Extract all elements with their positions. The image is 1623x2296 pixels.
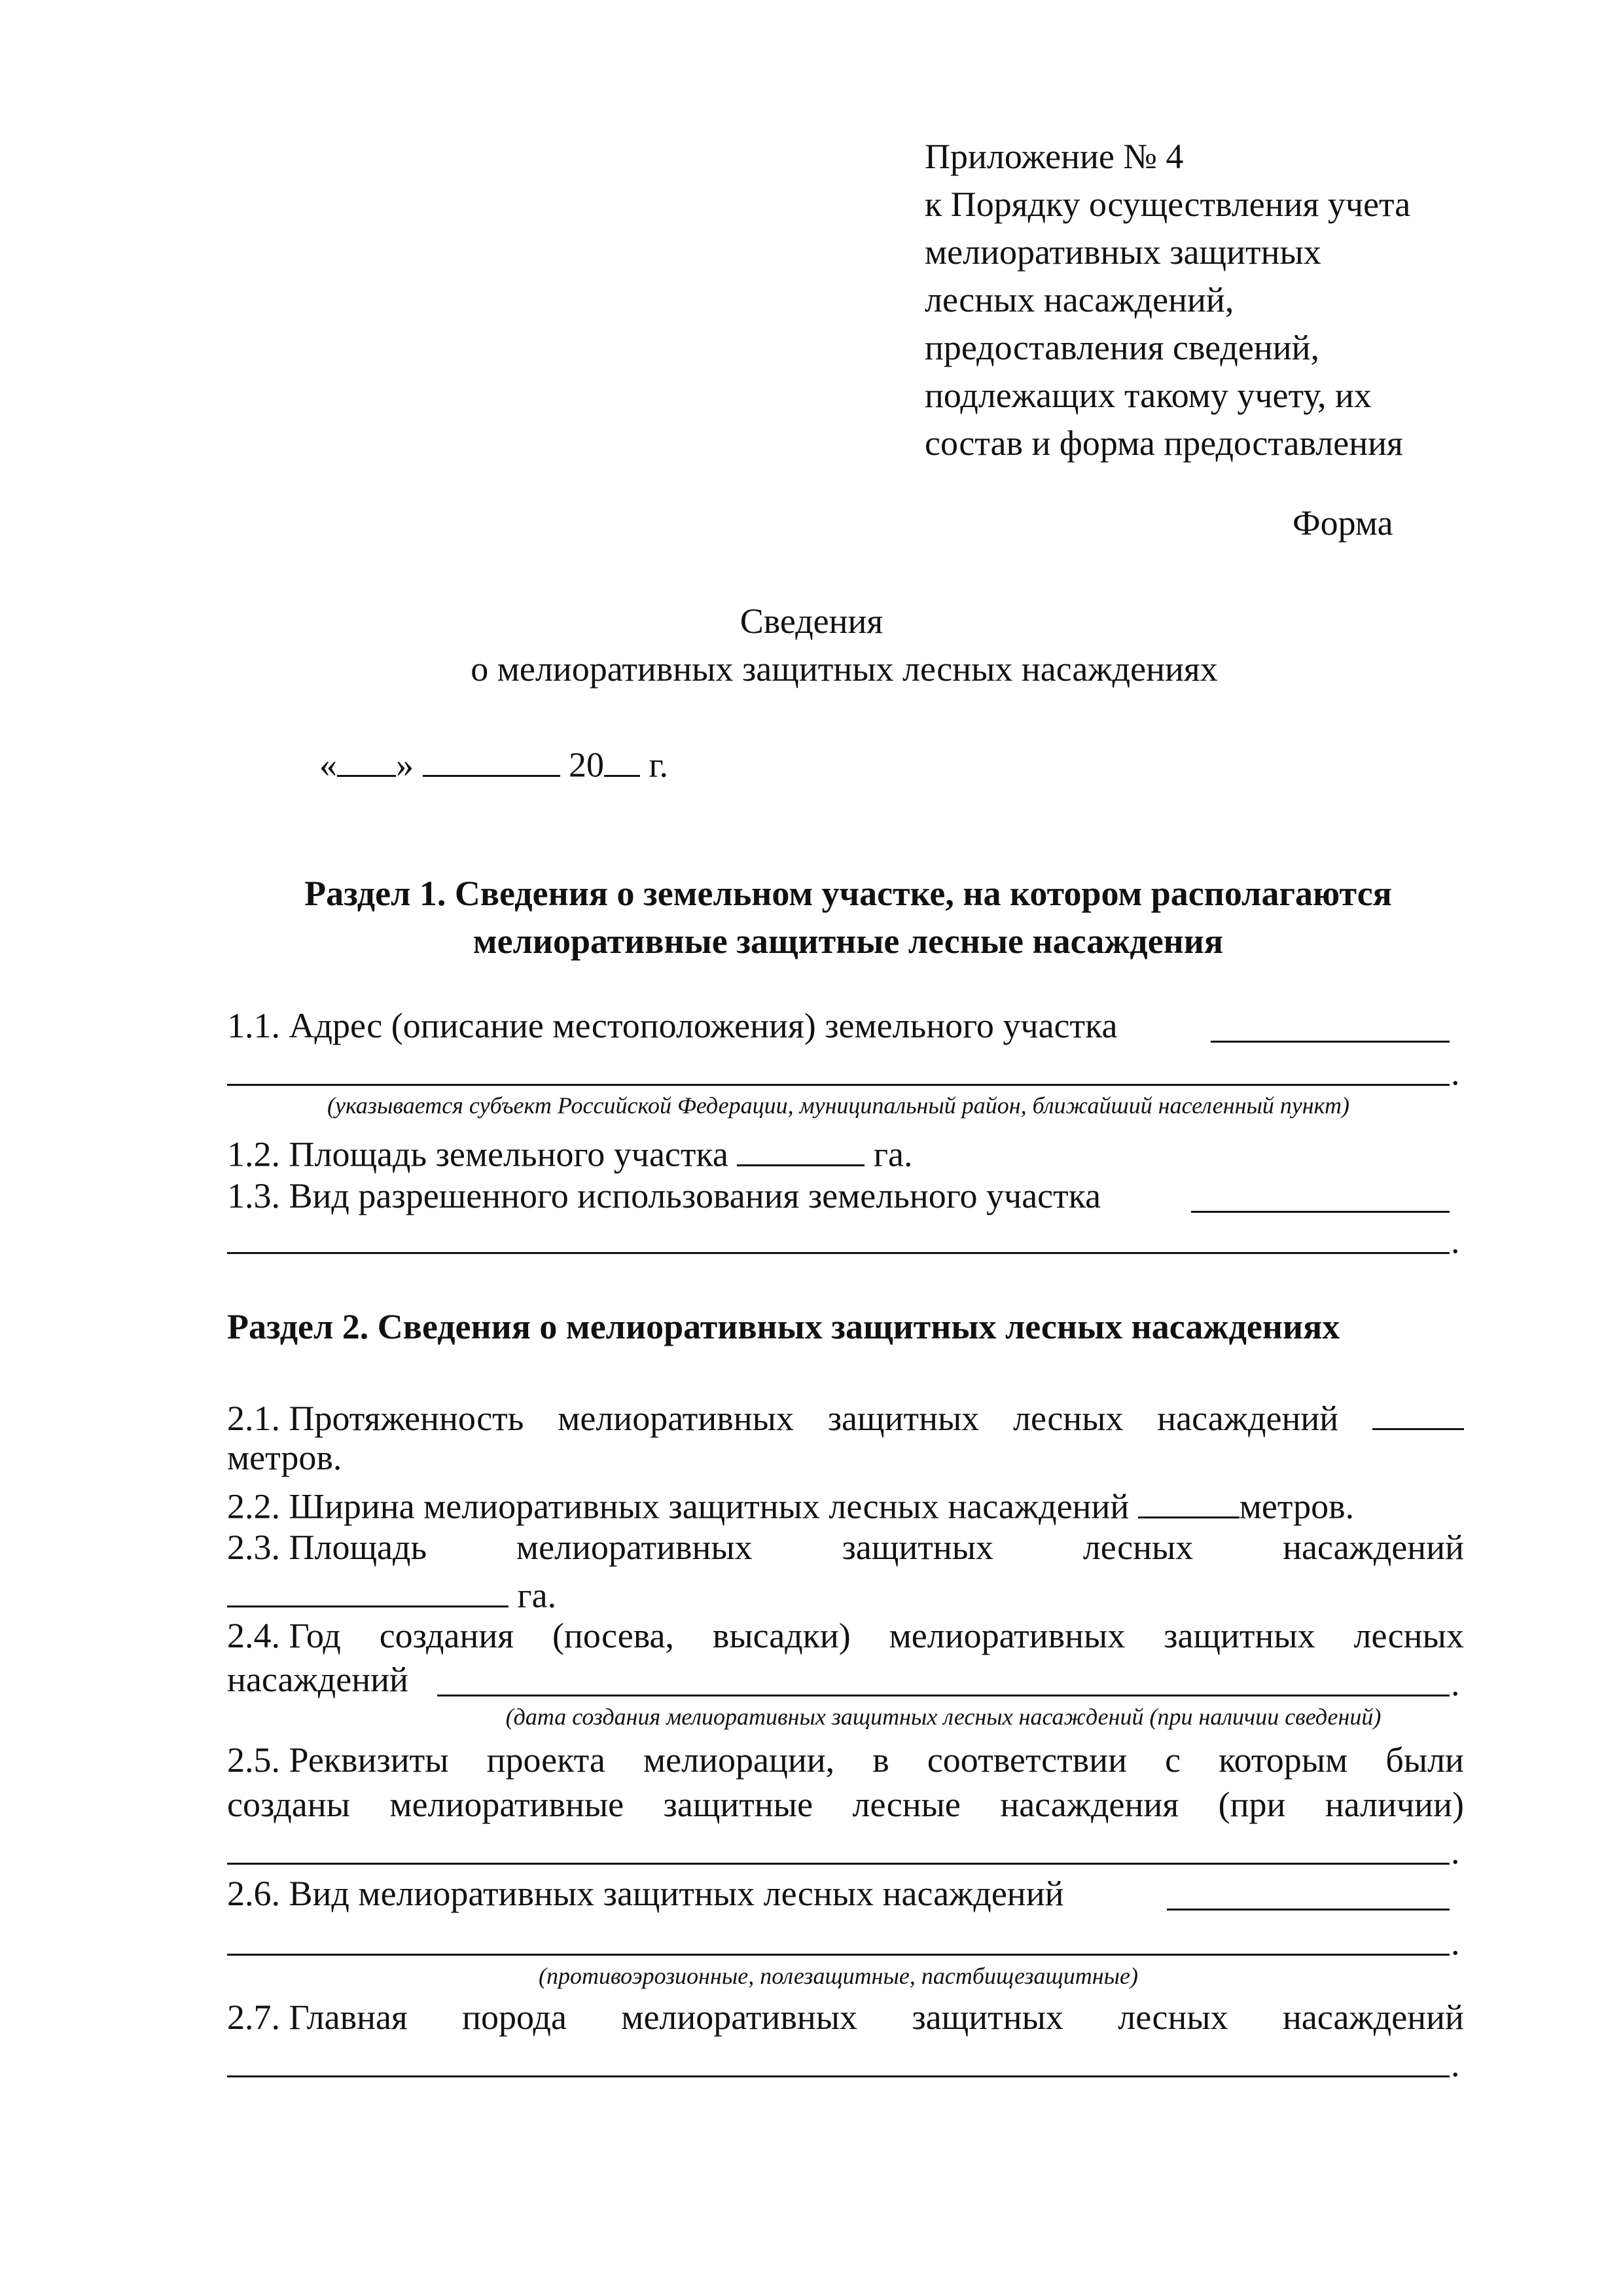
item-2-4-word-2: создания	[379, 1616, 514, 1655]
item-2-1-word-5: насаждений	[1157, 1398, 1339, 1438]
year-suffix: г.	[649, 745, 669, 785]
item-2-7-word-3: мелиоративных	[621, 1998, 857, 2037]
section-1-heading-line-2: мелиоративные защитные лесные насаждения	[473, 922, 1224, 961]
item-2-3-line	[227, 1530, 1464, 1565]
item-1-3-field[interactable]	[1191, 1211, 1450, 1213]
item-2-1-word-4: лесных	[1013, 1398, 1124, 1438]
date-line	[319, 743, 668, 783]
item-2-7-field[interactable]	[227, 2075, 1450, 2077]
item-2-1-line	[227, 1396, 1464, 1436]
item-2-1-field[interactable]	[1372, 1396, 1464, 1430]
item-2-4-word-7: лесных	[1353, 1616, 1464, 1655]
item-2-5-word-9: созданы	[227, 1785, 350, 1824]
item-2-4-field[interactable]	[437, 1695, 1450, 1696]
item-2-2-field[interactable]	[1138, 1484, 1240, 1518]
item-1-3-field-cont[interactable]	[227, 1252, 1450, 1254]
item-2-4-word-5: мелиоративных	[889, 1616, 1126, 1655]
item-2-5-word-13: насаждения	[1000, 1785, 1179, 1824]
item-2-4-period: .	[1451, 1664, 1460, 1703]
section-2-heading: Раздел 2. Сведения о мелиоративных защитных лесных насаждениях	[227, 1307, 1340, 1346]
item-1-1-field-cont[interactable]	[227, 1084, 1450, 1086]
item-2-3-unit: га.	[517, 1575, 557, 1615]
item-2-3-word-2: мелиоративных	[516, 1528, 753, 1567]
year-field[interactable]	[604, 743, 640, 777]
item-2-4-word-3: (посева,	[552, 1616, 675, 1655]
item-1-2-unit: га.	[873, 1134, 913, 1174]
item-2-4-word-6: защитных	[1164, 1616, 1315, 1655]
item-2-2-unit: метров.	[1239, 1486, 1355, 1526]
section-1-heading-line-1: Раздел 1. Сведения о земельном участке, на котором располагаются	[304, 874, 1392, 913]
item-2-6-hint: (противоэрозионные, полезащитные, пастбищезащитные)	[539, 1963, 1138, 1989]
item-2-5-word-1: 2.5. Реквизиты	[227, 1740, 449, 1780]
item-2-7-period: .	[1451, 2045, 1460, 2084]
item-2-5-word-15: наличии)	[1325, 1785, 1464, 1824]
item-2-5-word-3: мелиорации,	[643, 1740, 835, 1780]
month-field[interactable]	[423, 743, 560, 777]
item-2-5-line-2	[227, 1787, 1464, 1822]
item-2-4-word-1: 2.4. Год	[227, 1616, 341, 1655]
item-2-1-word-3: защитных	[827, 1398, 980, 1438]
annex-line-3: мелиоративных защитных	[925, 232, 1321, 272]
item-2-5-word-12: лесные	[852, 1785, 961, 1824]
item-1-1-period: .	[1451, 1053, 1460, 1092]
item-2-7-word-1: 2.7. Главная	[227, 1998, 408, 2037]
item-2-1-word-1: 2.1. Протяженность	[227, 1398, 524, 1438]
day-field[interactable]	[337, 743, 396, 777]
annex-line-7: состав и форма предоставления	[925, 423, 1403, 463]
form-label: Форма	[1293, 503, 1393, 543]
item-2-6-field[interactable]	[1167, 1909, 1450, 1910]
item-2-6-period: .	[1451, 1923, 1460, 1962]
annex-line-4: лесных насаждений,	[925, 280, 1234, 319]
annex-line-2: к Порядку осуществления учета	[925, 185, 1411, 224]
annex-line-1: Приложение № 4	[925, 137, 1184, 176]
title-line-1: Сведения	[740, 601, 883, 641]
item-2-7-word-4: защитных	[912, 1998, 1063, 2037]
item-2-3-word-3: защитных	[842, 1528, 994, 1567]
item-1-2-label: 1.2. Площадь земельного участка	[227, 1134, 728, 1174]
item-1-2	[227, 1132, 913, 1172]
item-2-5-word-5: соответствии	[927, 1740, 1127, 1780]
item-2-6-label: 2.6. Вид мелиоративных защитных лесных насаждений	[227, 1874, 1064, 1913]
item-2-5-word-2: проекта	[486, 1740, 605, 1780]
item-2-2	[227, 1484, 1354, 1524]
item-2-1-word-2: мелиоративных	[558, 1398, 794, 1438]
item-2-5-word-7: которым	[1219, 1740, 1348, 1780]
item-1-2-field[interactable]	[737, 1132, 865, 1166]
item-2-7-line	[227, 2000, 1464, 2035]
item-2-5-field[interactable]	[227, 1863, 1450, 1865]
item-1-1-field[interactable]	[1211, 1041, 1450, 1043]
item-2-7-word-5: лесных	[1118, 1998, 1228, 2037]
date-close-quote: »	[396, 745, 414, 785]
item-2-3-word-5: насаждений	[1283, 1528, 1464, 1567]
item-2-4-line	[227, 1618, 1464, 1653]
title-line-2: о мелиоративных защитных лесных насаждениях	[471, 649, 1218, 689]
item-2-3-word-4: лесных	[1082, 1528, 1194, 1567]
item-2-4-word-4: высадки)	[712, 1616, 851, 1655]
item-2-3-word-1: 2.3. Площадь	[227, 1528, 427, 1567]
item-1-3-label: 1.3. Вид разрешенного использования земельного участка	[227, 1176, 1101, 1215]
item-2-2-label: 2.2. Ширина мелиоративных защитных лесных насаждений	[227, 1486, 1130, 1526]
annex-line-6: подлежащих такому учету, их	[925, 376, 1372, 415]
item-2-6-field-cont[interactable]	[227, 1954, 1450, 1956]
item-2-4-cont: насаждений	[227, 1660, 408, 1699]
item-1-1-hint: (указывается субъект Российской Федерации, муниципальный район, ближайший населенный пункт)	[327, 1092, 1350, 1119]
item-2-5-word-10: мелиоративные	[389, 1785, 624, 1824]
item-2-4-hint: (дата создания мелиоративных защитных лесных насаждений (при наличии сведений)	[505, 1704, 1382, 1730]
item-2-5-word-14: (при	[1218, 1785, 1286, 1824]
item-1-1-label: 1.1. Адрес (описание местоположения) земельного участка	[227, 1006, 1118, 1045]
item-2-3-field[interactable]	[227, 1573, 508, 1607]
item-1-3-period: .	[1451, 1221, 1460, 1261]
date-open-quote: «	[319, 745, 337, 785]
item-2-3-cont	[227, 1573, 556, 1613]
annex-line-5: предоставления сведений,	[925, 328, 1320, 367]
item-2-1-unit: метров.	[227, 1438, 342, 1477]
item-2-5-word-6: с	[1165, 1740, 1181, 1780]
item-2-5-line-1	[227, 1742, 1464, 1778]
year-prefix: 20	[569, 745, 604, 785]
item-2-5-word-8: были	[1385, 1740, 1464, 1780]
item-2-7-word-6: насаждений	[1283, 1998, 1464, 2037]
item-2-7-word-2: порода	[462, 1998, 567, 2037]
item-2-5-word-4: в	[872, 1740, 889, 1780]
item-2-5-period: .	[1451, 1832, 1460, 1871]
item-2-5-word-11: защитные	[663, 1785, 813, 1824]
